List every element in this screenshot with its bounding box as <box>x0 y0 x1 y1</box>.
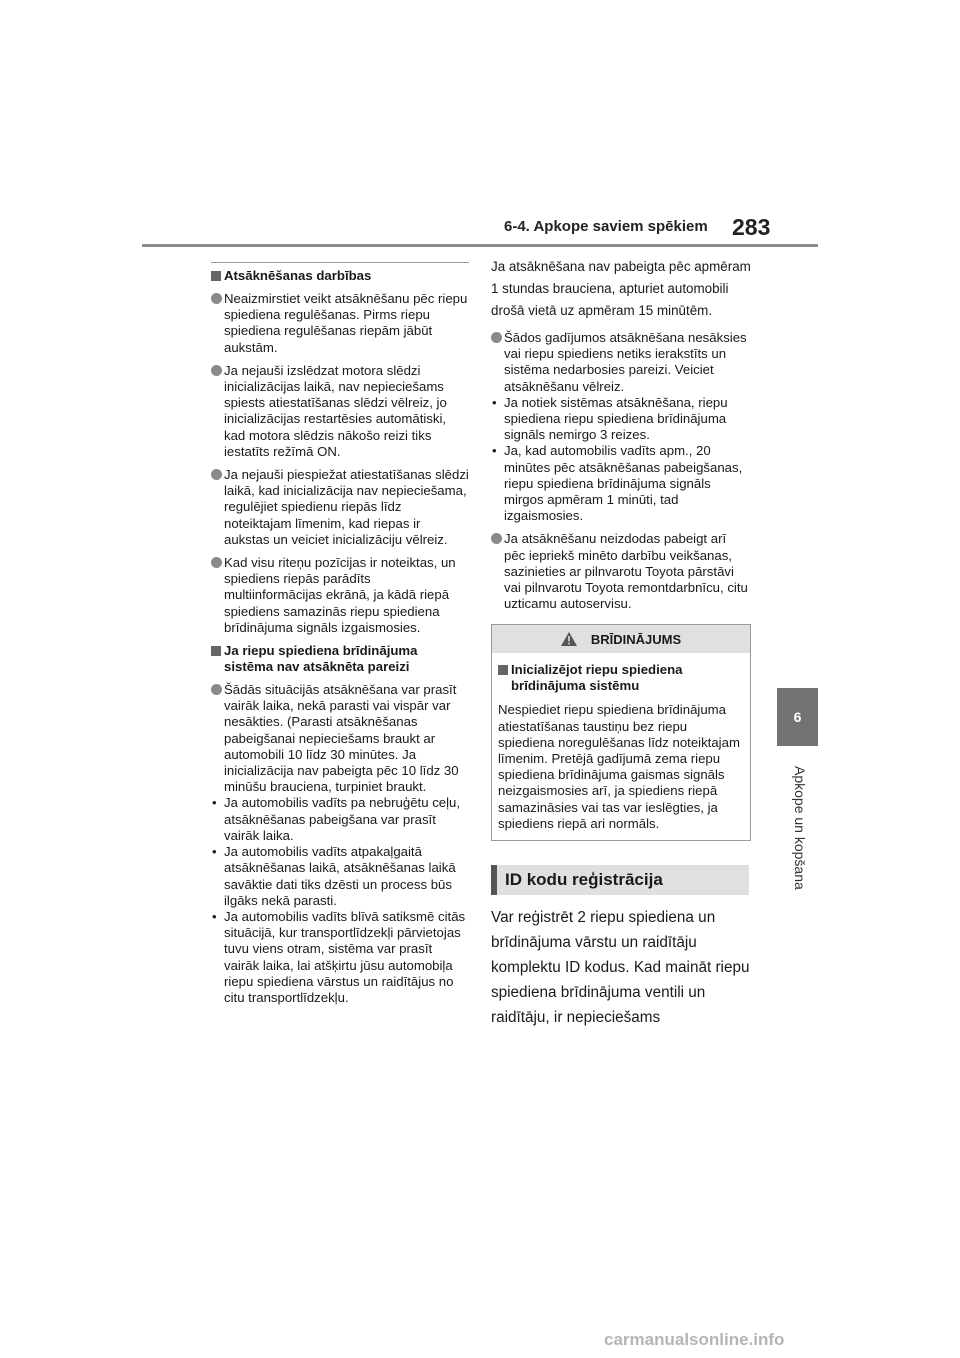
sub-item: • Ja automobilis vadīts blīvā satiksmē citās situācijā, kur transportlīdzekļi pārvietojas tuvu viens otram, sistēma var prasīt vairāk laika, lai atšķirtu jūsu automobiļa riepu spiediena vārstus un raidītājus no citu transportlīdzekļu. <box>212 908 466 1005</box>
warning-text: Nespiediet riepu spiediena brīdinājuma atiestatīšanas taustiņu bez riepu spiediena noregulēšanas līdz noteiktajam līmenim. Pretējā gadījumā zema riepu spiediena brīdinājuma gaismas signāls neizgaismosies arī, ja spiediens riepā samazināsies vai tas var ieslēgties, ja spiediens riepā ari normāls. <box>498 702 740 831</box>
right-column <box>491 256 751 1030</box>
header-rule <box>142 244 818 247</box>
bullet-item: Ja atsāknēšanu neizdodas pabeigt arī pēc iepriekš minēto darbību veikšanas, sazinieties ar pilnvarotu Toyota pārstāvi vai pilnvarotu Toyota remontdarbnīcu, citu uzticamu autoservisu. <box>491 531 751 612</box>
warning-triangle-icon <box>561 632 577 646</box>
circle-bullet-icon <box>211 557 222 568</box>
square-bullet-icon <box>211 271 221 281</box>
warning-title: BRĪDINĀJUMS <box>590 631 682 647</box>
left-column <box>211 262 469 1006</box>
sub-item: • Ja automobilis vadīts pa nebruģētu ceļu, atsāknēšanas pabeigšana var prasīt vairāk laika. <box>212 795 461 843</box>
chapter-tab: 6 <box>777 688 818 746</box>
bullet-item: Ja nejauši izslēdzat motora slēdzi inicializācijas laikā, nav nepieciešams spiests atiestatīšanas slēdzi vēlreiz, jo inicializācijas restartēsies automātiski, kad motora slēdzis nākošo reizi tiks iestatīts režīmā ON. <box>211 363 469 460</box>
circle-bullet-icon <box>211 684 222 695</box>
bullet-item: Šādās situācijās atsāknēšana var prasīt vairāk laika, nekā parasti vai vispār var nesākties. (Parasti atsāknēšanas pabeigšanai nepieciešams braukt ar automobili 10 līdz 30 minūtes. Ja inicializācija nav pabeigta pēc 10 līdz 30 minūšu brauciena, turpiniet braukt. <box>211 682 469 795</box>
circle-bullet-icon <box>211 365 222 376</box>
warning-header <box>492 625 750 653</box>
watermark: carmanualsonline.info <box>604 1330 785 1349</box>
column-rule <box>211 262 469 263</box>
warning-heading: Inicializējot riepu spiediena brīdinājuma sistēmu <box>498 662 744 694</box>
sub-item: • Ja automobilis vadīts atpakaļgaitā atsāknēšanas laikā, atsāknēšanas laikā savāktie dati tiks dzēsti un process būs ilgāks nekā parasti. <box>212 844 456 908</box>
bullet-item: Šādos gadījumos atsāknēšana nesāksies vai riepu spiediens netiks ierakstīts un sistēma nedarbosies pareizi. Veiciet atsāknēšanu vēlreiz. <box>491 330 751 395</box>
bullet-item: Neaizmirstiet veikt atsāknēšanu pēc riepu spiediena regulēšanas. Pirms riepu spiediena regulēšanas riepām jābūt aukstām. <box>211 291 469 356</box>
circle-bullet-icon <box>211 469 222 480</box>
circle-bullet-icon <box>491 332 502 343</box>
intro-paragraph: Ja atsāknēšana nav pabeigta pēc apmēram 1 stundas brauciena, apturiet automobili drošā vietā uz apmēram 15 minūtēm. <box>491 259 751 318</box>
section-heading: ID kodu reģistrācija <box>505 870 663 890</box>
square-bullet-icon <box>211 646 221 656</box>
section-heading-bar <box>491 865 749 895</box>
section-title: 6-4. Apkope saviem spēkiem <box>504 218 708 235</box>
heading-restart-actions: Atsāknēšanas darbības <box>211 268 469 284</box>
bullet-item: Kad visu riteņu pozīcijas ir noteiktas, un spiediens riepās parādīts multiinformācijas ekrānā, ja kādā riepā spiediens samazinās riepu spiediena brīdinājuma signāls izgaismosies. <box>211 555 469 636</box>
square-bullet-icon <box>498 665 508 675</box>
chapter-label: Apkope un kopšana <box>792 766 808 890</box>
heading-not-restarted: Ja riepu spiediena brīdinājuma sistēma nav atsāknēta pareizi <box>211 643 469 675</box>
sub-item: • Ja, kad automobilis vadīts apm., 20 minūtes pēc atsāknēšanas pabeigšanas, riepu spiediena brīdinājuma signāls mirgos apmēram 1 minūti, tad izgaismosies. <box>492 443 743 524</box>
warning-box <box>491 624 751 841</box>
warning-body <box>492 653 750 840</box>
page-number: 283 <box>732 214 771 240</box>
section-paragraph: Var reģistrēt 2 riepu spiediena un brīdinājuma vārstu un raidītāju komplektu ID kodus. Kad maināt riepu spiediena brīdinājuma ventili un raidītāju, ir nepieciešams <box>491 909 750 1027</box>
bullet-item: Ja nejauši piespiežat atiestatīšanas slēdzi laikā, kad inicializācija nav nepieciešama, regulējiet spiedienu riepās līdz noteiktajam līmenim, kad riepas ir aukstas un veiciet inicializāciju vēlreiz. <box>211 467 469 548</box>
sub-item: • Ja notiek sistēmas atsāknēšana, riepu spiediena riepu spiediena brīdinājuma signāls nemirgo 3 reizes. <box>492 394 728 443</box>
circle-bullet-icon <box>491 533 502 544</box>
section-accent <box>491 865 497 895</box>
circle-bullet-icon <box>211 293 222 304</box>
